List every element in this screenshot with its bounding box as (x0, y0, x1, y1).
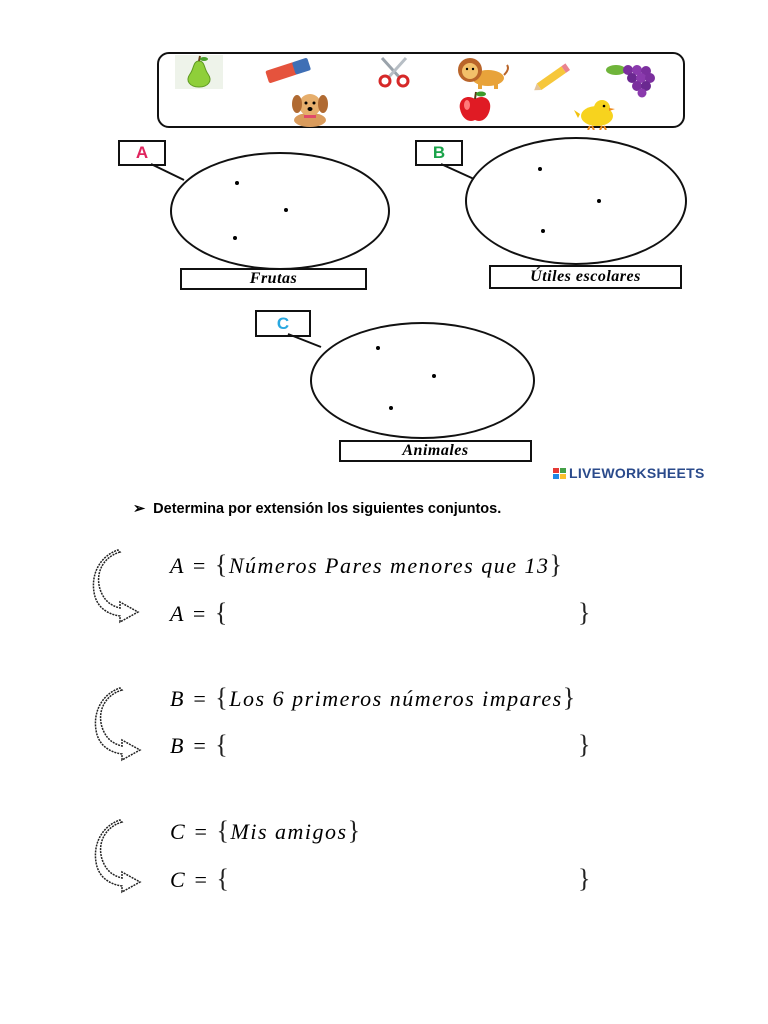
exercise-a-def-left: A = (170, 553, 215, 578)
instruction-bullet: ➢ (133, 501, 146, 517)
exercise-c-def-content: Mis amigos (230, 819, 348, 844)
eraser-icon (262, 56, 314, 84)
exercise-b-answer-close (578, 730, 592, 760)
curved-arrow-icon (94, 686, 146, 762)
puppy-icon (282, 90, 338, 128)
exercise-c-ans-left: C = (170, 867, 217, 892)
exercise-a-definition (170, 550, 564, 580)
set-b-dot (541, 229, 545, 233)
open-brace: { (216, 816, 231, 845)
set-b-dot (538, 167, 542, 171)
set-c-name: Animales (402, 442, 469, 459)
exercise-b-def-content: Los 6 primeros números impares (229, 686, 563, 711)
close-brace: } (347, 816, 362, 845)
set-b-name-box (489, 265, 682, 289)
instruction (133, 501, 501, 517)
exercise-b-ans-left: B = (170, 733, 216, 758)
set-b-dot (597, 199, 601, 203)
set-a-name: Frutas (249, 270, 298, 287)
exercise-a-answer (170, 598, 229, 628)
curved-arrow-icon (92, 548, 144, 624)
exercise-a-def-content: Números Pares menores que 13 (228, 553, 550, 578)
set-b-letter: B (432, 143, 446, 162)
close-brace: } (549, 550, 564, 579)
exercise-c-answer (170, 864, 231, 894)
pencil-icon (530, 62, 576, 92)
chick-icon (570, 96, 626, 130)
liveworksheets-logo (553, 465, 705, 481)
exercise-b-definition (170, 683, 577, 713)
set-c-connector (287, 333, 327, 353)
exercise-b-answer-area[interactable] (236, 734, 574, 760)
set-b-name: Útiles escolares (530, 268, 641, 285)
exercise-c-def-left: C = (170, 819, 217, 844)
set-a-dot (235, 181, 239, 185)
set-a-name-box (180, 268, 367, 290)
set-c-dot (389, 406, 393, 410)
close-brace: } (578, 598, 592, 627)
set-a-dot (284, 208, 288, 212)
exercise-a-answer-close (578, 598, 592, 628)
close-brace: } (578, 730, 592, 759)
exercise-b-def-left: B = (170, 686, 216, 711)
liveworksheets-icon (553, 467, 567, 479)
exercise-b-answer (170, 730, 229, 760)
open-brace: { (214, 550, 229, 579)
curved-arrow-icon (94, 818, 146, 894)
set-c-dot (376, 346, 380, 350)
open-brace: { (216, 864, 231, 893)
liveworksheets-text: LIVEWORKSHEETS (569, 465, 705, 481)
grapes-icon (602, 60, 660, 98)
lion-icon (452, 55, 510, 89)
set-a-letter: A (135, 143, 149, 162)
exercise-a-answer-area[interactable] (236, 602, 574, 628)
set-a-dot (233, 236, 237, 240)
open-brace: { (215, 730, 230, 759)
scissors-icon (372, 56, 416, 88)
set-c-letter: C (276, 313, 290, 333)
close-brace: } (562, 683, 577, 712)
close-brace: } (578, 864, 592, 893)
exercise-c-answer-area[interactable] (236, 868, 574, 894)
open-brace: { (215, 683, 230, 712)
set-b-circle (465, 137, 687, 265)
set-c-dot (432, 374, 436, 378)
set-a-circle (170, 152, 390, 270)
set-c-name-box (339, 440, 532, 462)
set-c-circle (310, 322, 535, 439)
instruction-text: Determina por extensión los siguientes conjuntos. (153, 501, 502, 517)
open-brace: { (214, 598, 229, 627)
exercise-c-definition (170, 816, 362, 846)
pear-icon (175, 55, 223, 89)
exercise-c-answer-close (578, 864, 592, 894)
apple-icon (452, 90, 498, 124)
exercise-a-ans-left: A = (170, 601, 215, 626)
